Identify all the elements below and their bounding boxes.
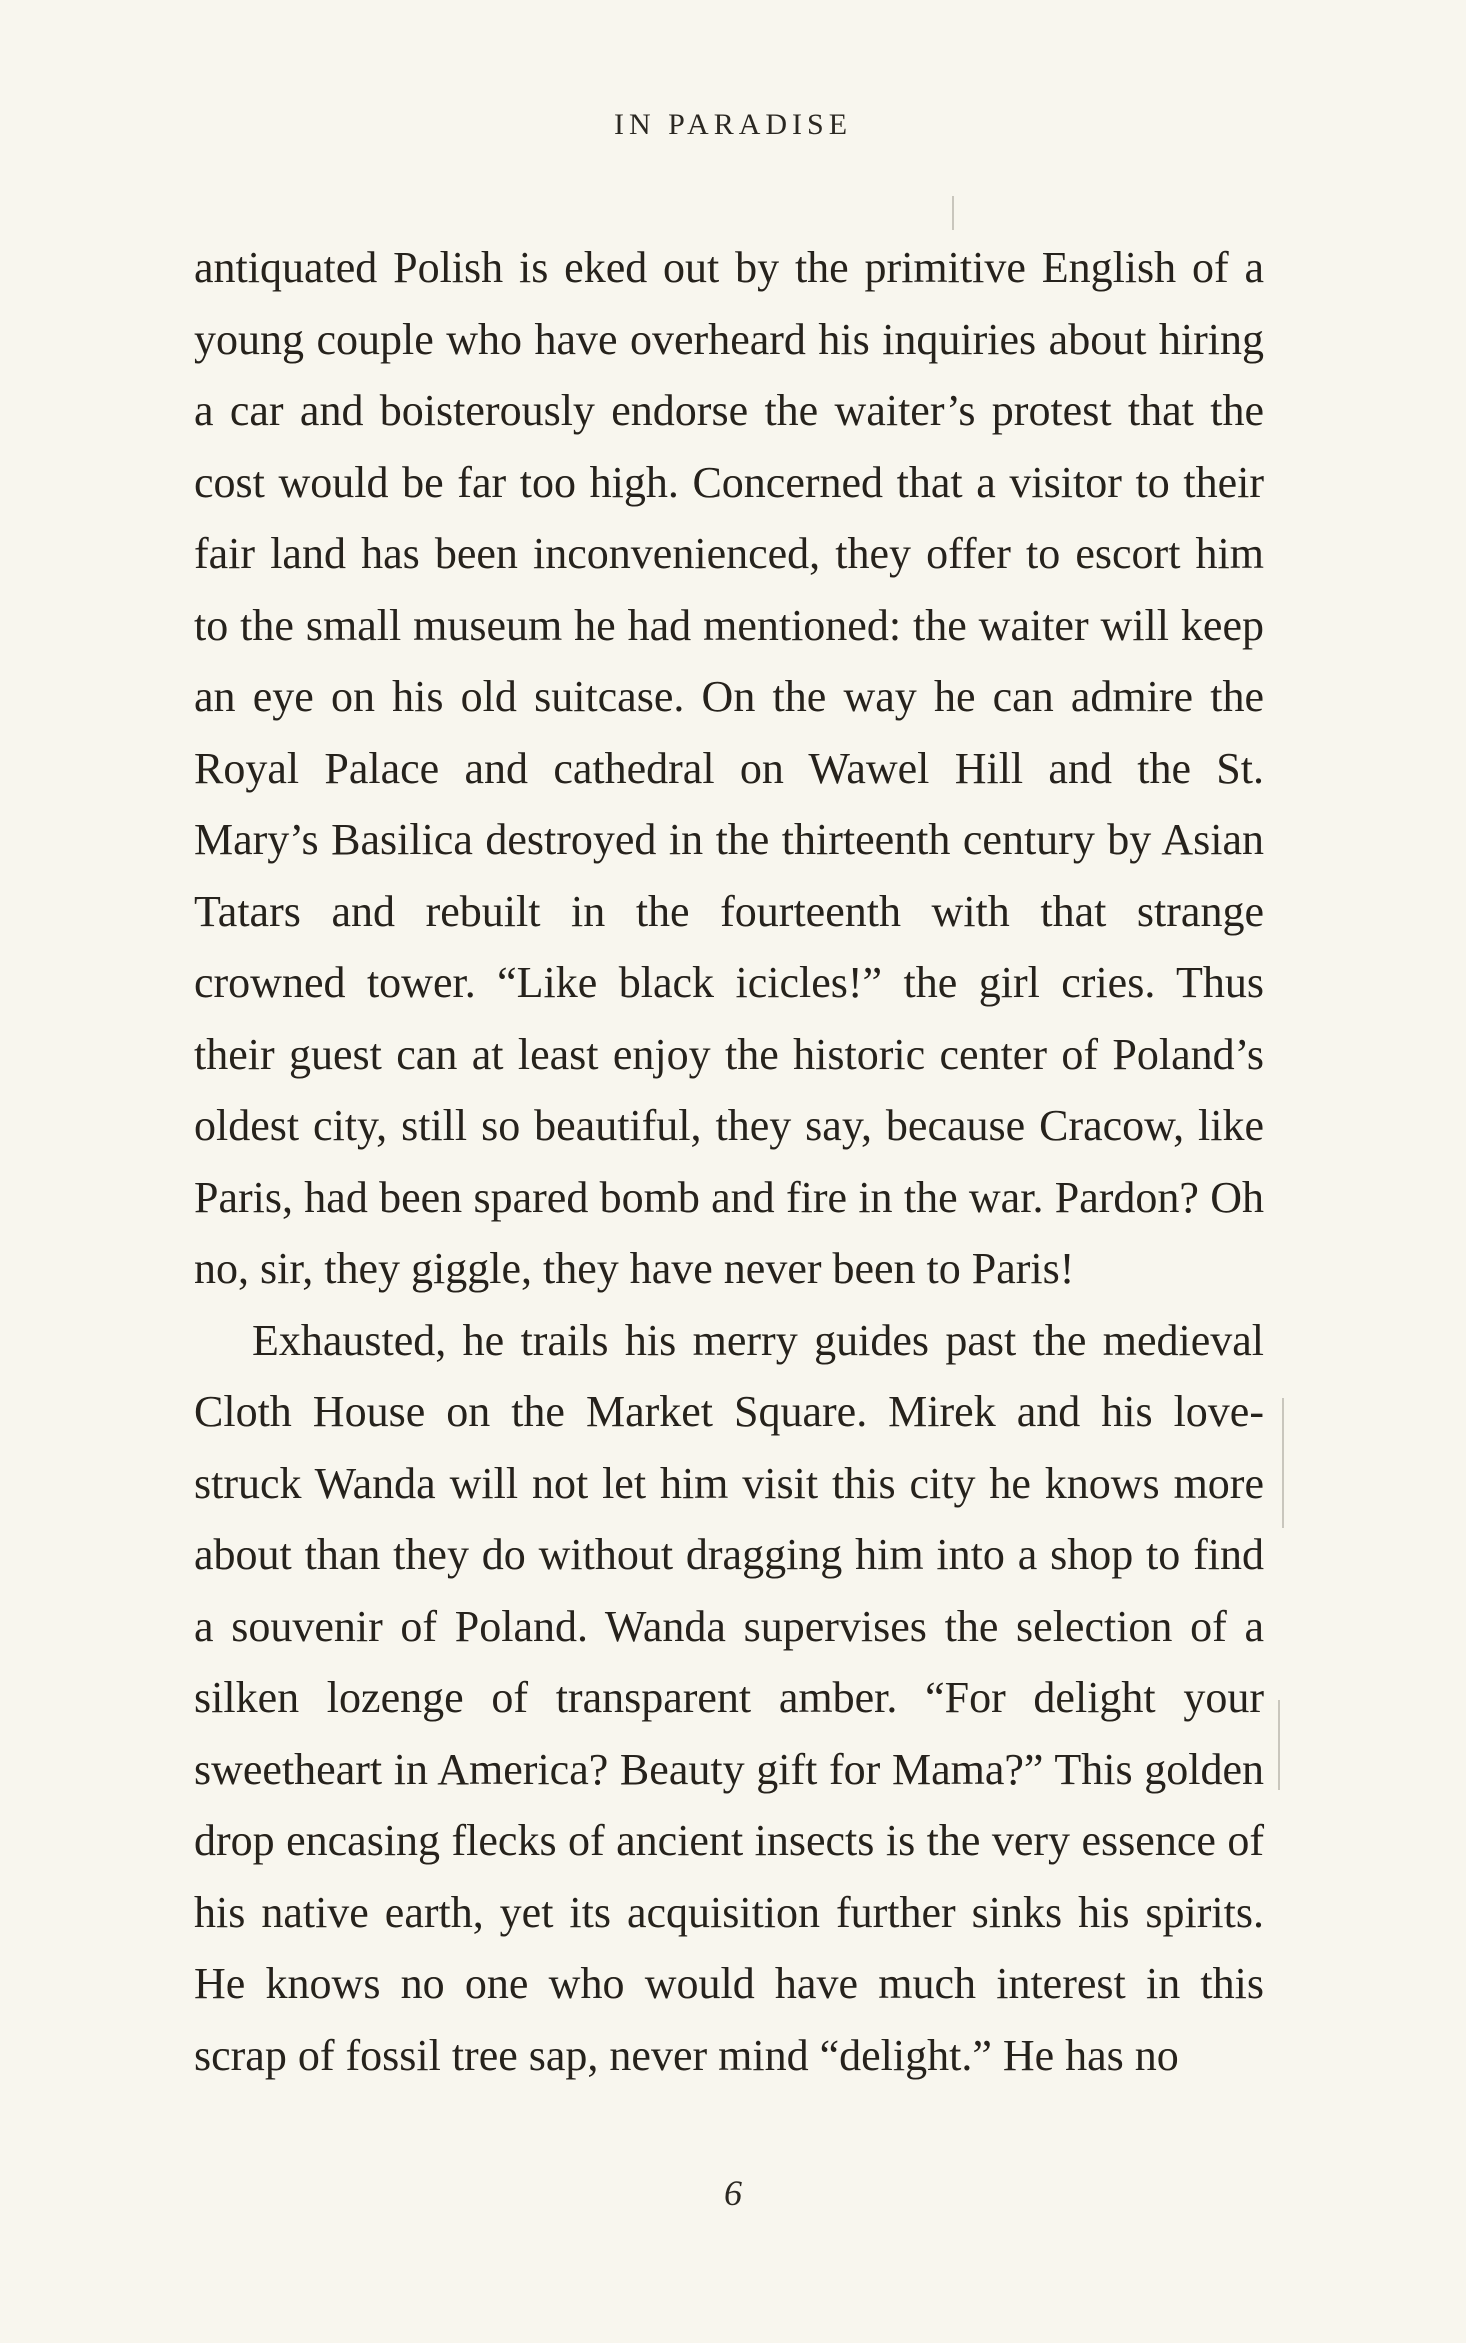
scan-artifact-line — [1282, 1398, 1284, 1528]
body-text — [194, 232, 1264, 2091]
page-number: 6 — [724, 2173, 742, 2213]
running-title: IN PARADISE — [613, 108, 853, 141]
paragraph-continued: antiquated Polish is eked out by the primitive English of a young couple who have overheard his inquiries about hiring a car and boisterously endorse the waiter’s protest that the cost would be far too high. Concerned that a visitor to their fair land has been inconvenienced, they offer to escort him to the small museum he had mentioned: the waiter will keep an eye on his old suitcase. On the way he can admire the Royal Palace and cathedral on Wawel Hill and the St. Mary’s Basilica destroyed in the thirteenth century by Asian Tatars and rebuilt in the fourteenth with that strange crowned tower. “Like black icicles!” the girl cries. Thus their guest can at least enjoy the historic center of Poland’s oldest city, still so beautiful, they say, because Cracow, like Paris, had been spared bomb and fire in the war. Pardon? Oh no, sir, they giggle, they have never been to Paris! — [194, 243, 1264, 1293]
paragraph: Exhausted, he trails his merry guides past the medieval Cloth House on the Market Square. Mirek and his lovestruck Wanda will not let him visit this city he knows more about than they do without dragging him into a shop to find a souvenir of Poland. Wanda supervises the selection of a silken lozenge of transparent amber. “For delight your sweetheart in America? Beauty gift for Mama?” This golden drop encasing flecks of ancient insects is the very essence of his native earth, yet its acquisition further sinks his spirits. He knows no one who would have much interest in this scrap of fossil tree sap, never mind “delight.” He has no — [194, 1315, 1264, 2080]
scan-artifact-line — [1278, 1700, 1280, 1790]
scan-artifact-line — [952, 196, 954, 230]
